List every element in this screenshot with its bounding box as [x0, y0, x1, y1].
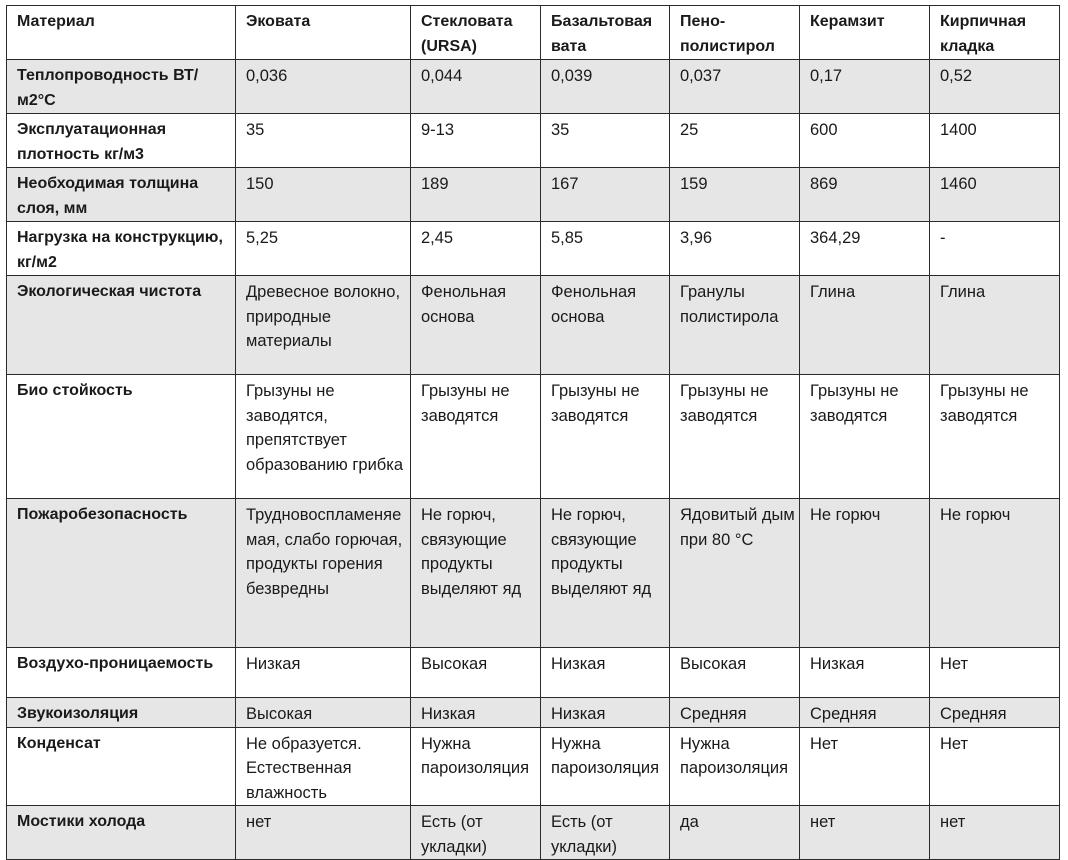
table-cell: Нужна пароизоляция	[411, 727, 541, 806]
row-label: Эксплуатационная плотность кг/м3	[7, 114, 236, 168]
table-cell: нет	[930, 806, 1060, 860]
row-label: Необходимая толщина слоя, мм	[7, 168, 236, 222]
table-cell: 35	[236, 114, 411, 168]
table-cell: 9-13	[411, 114, 541, 168]
row-label: Теплопроводность ВТ/м2°С	[7, 60, 236, 114]
row-label: Звукоизоляция	[7, 698, 236, 728]
table-cell: Высокая	[670, 648, 800, 698]
table-cell: Фенольная основа	[411, 276, 541, 375]
table-cell: Трудновоспламеняемая, слабо горючая, продукты горения безвредны	[236, 499, 411, 648]
row-label: Нагрузка на конструкцию, кг/м2	[7, 222, 236, 276]
table-cell: Низкая	[236, 648, 411, 698]
table-cell: 1400	[930, 114, 1060, 168]
column-header: Стекловата (URSA)	[411, 6, 541, 60]
row-label: Био стойкость	[7, 375, 236, 499]
table-cell: Низкая	[411, 698, 541, 728]
table-cell: 0,036	[236, 60, 411, 114]
table-cell: Грызуны не заводятся	[670, 375, 800, 499]
table-cell: 159	[670, 168, 800, 222]
table-row	[7, 806, 1060, 860]
table-cell: Грызуны не заводятся	[541, 375, 670, 499]
row-label: Пожаробезопасность	[7, 499, 236, 648]
table-cell: 0,52	[930, 60, 1060, 114]
table-row	[7, 499, 1060, 648]
table-cell: Фенольная основа	[541, 276, 670, 375]
row-label: Воздухо-проницаемость	[7, 648, 236, 698]
table-row	[7, 698, 1060, 728]
table-cell: Глина	[800, 276, 930, 375]
table-cell: Ядовитый дым при 80 °С	[670, 499, 800, 648]
table-cell: 5,85	[541, 222, 670, 276]
row-label: Мостики холода	[7, 806, 236, 860]
column-header: Базальтовая вата	[541, 6, 670, 60]
table-cell: 35	[541, 114, 670, 168]
column-header: Эковата	[236, 6, 411, 60]
row-label: Конденсат	[7, 727, 236, 806]
table-row	[7, 168, 1060, 222]
table-cell: Высокая	[236, 698, 411, 728]
table-cell: Нет	[800, 727, 930, 806]
table-cell: Гранулы полистирола	[670, 276, 800, 375]
table-cell: Не горюч	[800, 499, 930, 648]
column-header: Кирпичная кладка	[930, 6, 1060, 60]
table-cell: Высокая	[411, 648, 541, 698]
table-cell: 869	[800, 168, 930, 222]
table-cell: 189	[411, 168, 541, 222]
table-cell: Низкая	[541, 698, 670, 728]
table-cell: Низкая	[541, 648, 670, 698]
table-cell: Не горюч	[930, 499, 1060, 648]
table-cell: нет	[800, 806, 930, 860]
table-row	[7, 276, 1060, 375]
table-cell: Нужна пароизоляция	[541, 727, 670, 806]
row-label: Экологическая чистота	[7, 276, 236, 375]
table-cell: Древесное волокно, природные материалы	[236, 276, 411, 375]
table-row	[7, 60, 1060, 114]
table-cell: 5,25	[236, 222, 411, 276]
table-row	[7, 727, 1060, 806]
table-cell: Средняя	[800, 698, 930, 728]
table-cell: 600	[800, 114, 930, 168]
table-cell: 1460	[930, 168, 1060, 222]
table-cell: Грызуны не заводятся	[800, 375, 930, 499]
table-cell: 25	[670, 114, 800, 168]
table-row	[7, 375, 1060, 499]
table-cell: Есть (от укладки)	[541, 806, 670, 860]
table-cell: Низкая	[800, 648, 930, 698]
table-cell: Грызуны не заводятся, препятствует образованию грибка	[236, 375, 411, 499]
table-cell: Нет	[930, 648, 1060, 698]
column-header: Материал	[7, 6, 236, 60]
table-cell: Не горюч, связующие продукты выделяют яд	[411, 499, 541, 648]
table-cell: Средняя	[930, 698, 1060, 728]
table-cell: 0,039	[541, 60, 670, 114]
table-cell: нет	[236, 806, 411, 860]
table-cell: Грызуны не заводятся	[411, 375, 541, 499]
table-cell: 150	[236, 168, 411, 222]
table-cell: -	[930, 222, 1060, 276]
column-header: Пено-полистирол	[670, 6, 800, 60]
table-cell: Грызуны не заводятся	[930, 375, 1060, 499]
table-cell: 0,037	[670, 60, 800, 114]
table-cell: Есть (от укладки)	[411, 806, 541, 860]
table-header-row	[7, 6, 1060, 60]
table-cell: 167	[541, 168, 670, 222]
comparison-table	[6, 5, 1060, 860]
table-cell: 0,17	[800, 60, 930, 114]
table-cell: Средняя	[670, 698, 800, 728]
table-cell: Не образуется. Естественная влажность	[236, 727, 411, 806]
table-row	[7, 222, 1060, 276]
column-header: Керамзит	[800, 6, 930, 60]
table-cell: Нет	[930, 727, 1060, 806]
table-cell: Нужна пароизоляция	[670, 727, 800, 806]
table-cell: 2,45	[411, 222, 541, 276]
table-cell: Глина	[930, 276, 1060, 375]
table-cell: Не горюч, связующие продукты выделяют яд	[541, 499, 670, 648]
table-row	[7, 114, 1060, 168]
table-cell: 364,29	[800, 222, 930, 276]
table-row	[7, 648, 1060, 698]
table-cell: 0,044	[411, 60, 541, 114]
table-cell: да	[670, 806, 800, 860]
table-cell: 3,96	[670, 222, 800, 276]
